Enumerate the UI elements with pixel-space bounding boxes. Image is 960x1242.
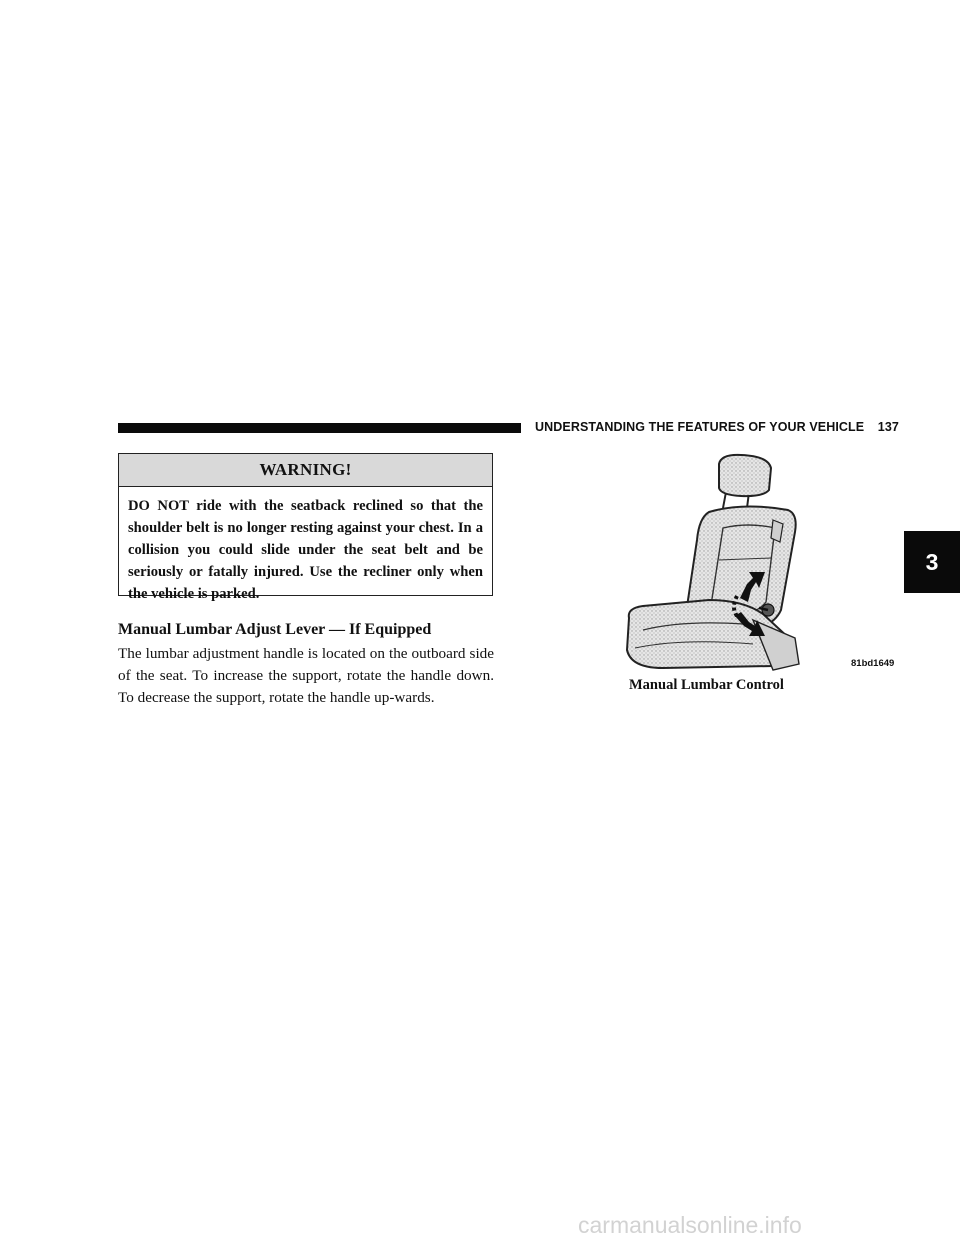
- chapter-tab: 3: [904, 531, 960, 593]
- header-rule: [118, 423, 521, 433]
- section-title: UNDERSTANDING THE FEATURES OF YOUR VEHICLE: [535, 420, 865, 434]
- watermark: carmanualsonline.info: [578, 1212, 802, 1238]
- page-number: 137: [877, 420, 899, 434]
- section-heading: Manual Lumbar Adjust Lever — If Equipped: [118, 621, 432, 638]
- figure-caption: Manual Lumbar Control: [629, 677, 784, 693]
- headrest: [719, 455, 771, 496]
- running-header: [535, 420, 899, 434]
- seat-illustration: [623, 450, 803, 672]
- warning-box: [118, 453, 493, 602]
- warning-title: WARNING!: [119, 454, 492, 487]
- warning-text: DO NOT ride with the seatback reclined so that the shoulder belt is no longer resting against your chest. In a collision you could slide under the seat belt and be seriously or fatally injured. Use the recliner only when the vehicle is parked.: [128, 498, 483, 602]
- figure-code: 81bd1649: [851, 658, 895, 669]
- body-paragraph: The lumbar adjustment handle is located on the outboard side of the seat. To increase the support, rotate the handle down. To decrease the support, rotate the handle up-wards.: [118, 645, 494, 706]
